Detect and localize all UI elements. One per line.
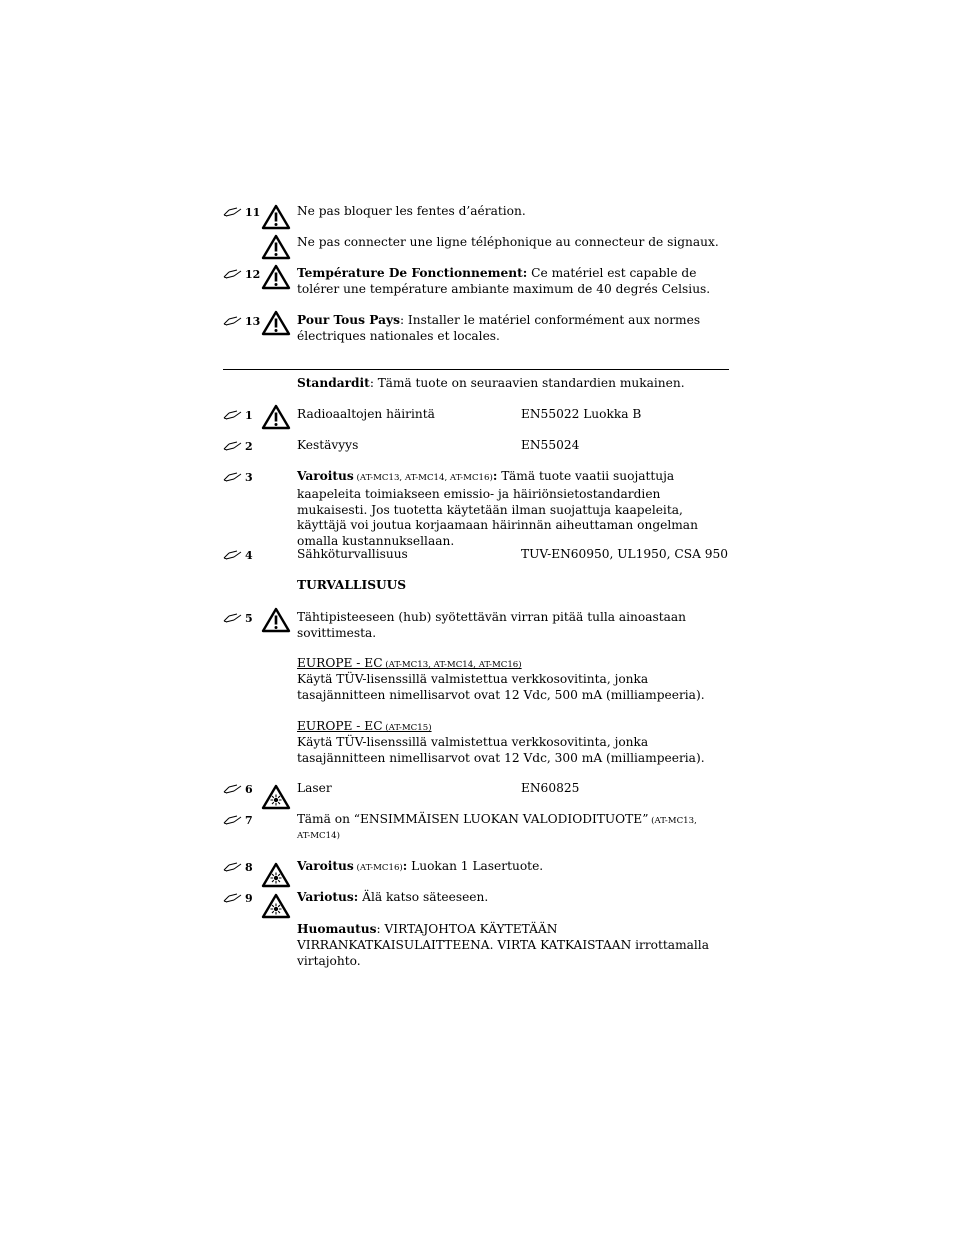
- warning-triangle-icon: [261, 234, 291, 260]
- standard-label: Laser: [297, 781, 332, 795]
- laser-radiation-icon: [261, 893, 291, 919]
- laser-radiation-icon: [261, 862, 291, 888]
- paragraph: [297, 313, 729, 345]
- paragraph: [297, 266, 729, 298]
- item-number: 6: [245, 782, 253, 796]
- pencil-check-icon: [223, 316, 242, 326]
- pencil-check-icon: [223, 441, 242, 451]
- item-number: 12: [245, 267, 261, 281]
- term: Standardit: [297, 376, 370, 390]
- pencil-check-icon: [223, 550, 242, 560]
- item-number: 7: [245, 813, 253, 827]
- standard-value: TUV-EN60950, UL1950, CSA 950: [521, 547, 729, 561]
- standards-intro: [297, 376, 685, 392]
- description: : Tämä tuote on seuraavien standardien mukainen.: [369, 376, 685, 390]
- term: Température De Fonctionnement:: [297, 266, 528, 280]
- model-list: (AT-MC13,: [648, 816, 697, 826]
- standard-label: Kestävyys: [297, 438, 359, 452]
- description: Tämä tuote vaatii suojattuja kaapeleita toimiakseen emissio- ja häiriönsietostandardien mukaisesti. Jos tuotetta käytetään ilman suojattuja kaapeleita, käyttäjä voi joutua korjaamaan häirinnän aiheuttaman ongelman omalla kustannuksellaan.: [297, 469, 698, 549]
- item-number: 5: [245, 611, 253, 625]
- text-line: [297, 859, 543, 877]
- item-marker: [223, 407, 253, 423]
- warning-triangle-icon: [261, 204, 291, 230]
- pencil-check-icon: [223, 893, 242, 903]
- pencil-check-icon: [223, 472, 242, 482]
- pencil-check-icon: [223, 410, 242, 420]
- model-list: (AT-MC15): [382, 723, 432, 733]
- item-marker: [223, 812, 253, 828]
- description: Ce matériel est capable de tolérer une température ambiante maximum de 40 degrés Celsius.: [297, 266, 711, 296]
- pencil-check-icon: [223, 207, 242, 217]
- paragraph: Käytä TÜV-lisenssillä valmistettua verkkosovitinta, jonka tasajännitteen nimellisarvot ovat 12 Vdc, 300 mA (milliampeeria).: [297, 735, 705, 765]
- text-line: Ne pas bloquer les fentes d’aération.: [297, 204, 526, 218]
- paragraph: [297, 922, 729, 969]
- text-line: [297, 812, 697, 830]
- item-marker: [223, 610, 253, 626]
- eu-title: [297, 719, 432, 733]
- standard-label: Radioaaltojen häirintä: [297, 407, 435, 421]
- warning-triangle-icon: [261, 310, 291, 336]
- description: Älä katso säteeseen.: [358, 890, 489, 904]
- standard-label: Sähköturvallisuus: [297, 547, 408, 561]
- item-number: 3: [245, 470, 253, 484]
- pencil-check-icon: [223, 269, 242, 279]
- model-list: (AT-MC13, AT-MC14, AT-MC16): [353, 473, 493, 483]
- item-marker: [223, 266, 260, 282]
- item-marker: [223, 547, 253, 563]
- standard-value: EN60825: [521, 781, 580, 795]
- item-marker: [223, 859, 253, 875]
- pencil-check-icon: [223, 862, 242, 872]
- section-divider: [223, 369, 729, 370]
- eu-title: [297, 656, 522, 670]
- item-marker: [223, 204, 260, 220]
- description: Luokan 1 Lasertuote.: [407, 859, 544, 873]
- pencil-check-icon: [223, 815, 242, 825]
- eu-title-text: EUROPE - EC: [297, 656, 383, 670]
- item-number: 2: [245, 439, 253, 453]
- term: Pour Tous Pays: [297, 313, 400, 327]
- item-marker: [223, 313, 260, 329]
- paragraph: Käytä TÜV-lisenssillä valmistettua verkkosovitinta, jonka tasajännitteen nimellisarvot ovat 12 Vdc, 500 mA (milliampeeria).: [297, 672, 705, 702]
- item-number: 1: [245, 408, 253, 422]
- model-list: (AT-MC13, AT-MC14, AT-MC16): [382, 660, 522, 670]
- pencil-check-icon: [223, 613, 242, 623]
- item-marker: [223, 890, 253, 906]
- item-marker: [223, 781, 253, 797]
- eu-title-text: EUROPE - EC: [297, 719, 383, 733]
- description: : Installer le matériel conformément aux normes électriques nationales et locales.: [297, 313, 701, 343]
- term: Variotus:: [297, 890, 359, 904]
- warning-triangle-icon: [261, 264, 291, 290]
- model-list: AT-MC14): [297, 831, 340, 841]
- item-number: 4: [245, 548, 253, 562]
- term: Huomautus: [297, 922, 377, 936]
- description: : VIRTAJOHTOA KÄYTETÄÄN VIRRANKATKAISULAITTEENA. VIRTA KATKAISTAAN irrottamalla virtajohto.: [297, 922, 709, 968]
- paragraph: [297, 469, 729, 550]
- model-list: (AT-MC16): [353, 863, 403, 873]
- term: Varoitus: [297, 859, 354, 873]
- description: Tämä on “ENSIMMÄISEN LUOKAN VALODIODITUOTE”: [297, 812, 649, 826]
- item-number: 11: [245, 205, 261, 219]
- section-heading: TURVALLISUUS: [297, 578, 407, 592]
- pencil-check-icon: [223, 784, 242, 794]
- item-number: 9: [245, 891, 253, 905]
- laser-radiation-icon: [261, 784, 291, 810]
- colon: :: [492, 469, 498, 483]
- item-marker: [223, 469, 253, 485]
- warning-triangle-icon: [261, 607, 291, 633]
- standard-value: EN55024: [521, 438, 580, 452]
- colon: :: [402, 859, 408, 873]
- item-number: 8: [245, 860, 253, 874]
- term: Varoitus: [297, 469, 354, 483]
- standard-value: EN55022 Luokka B: [521, 407, 642, 421]
- paragraph: Tähtipisteeseen (hub) syötettävän virran pitää tulla ainoastaan sovittimesta.: [297, 610, 687, 640]
- item-number: 13: [245, 314, 261, 328]
- item-marker: [223, 438, 253, 454]
- text-line: [297, 890, 488, 906]
- text-line: Ne pas connecter une ligne téléphonique au connecteur de signaux.: [297, 235, 719, 249]
- warning-triangle-icon: [261, 404, 291, 430]
